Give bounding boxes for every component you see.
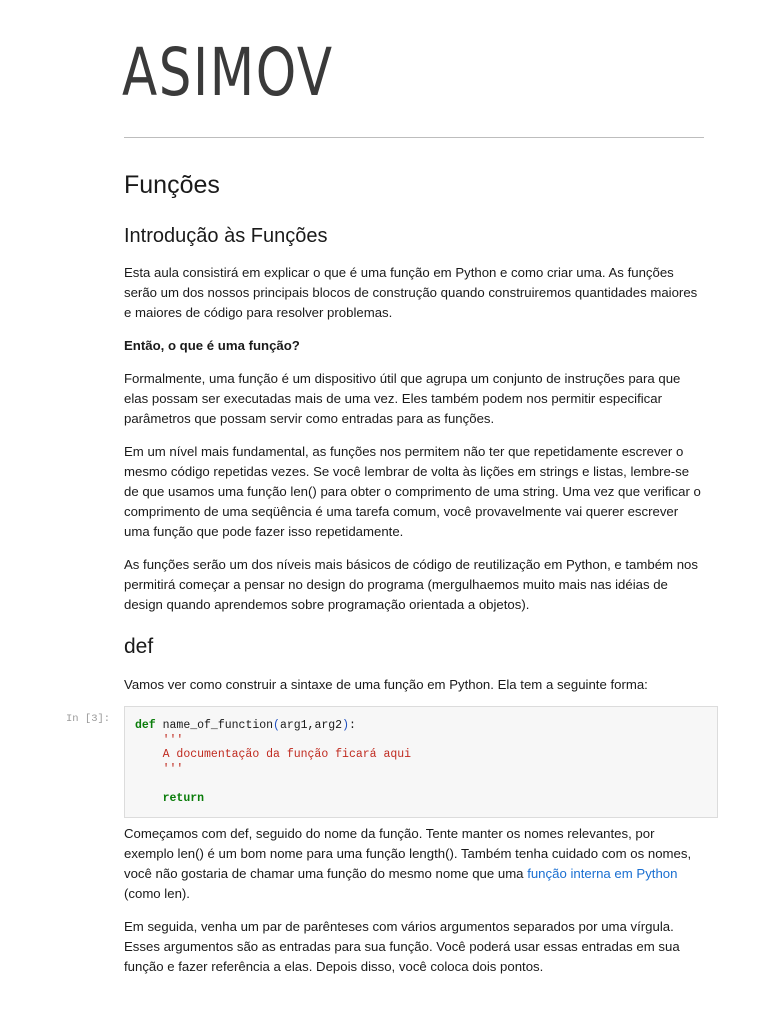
code-function-name: name_of_function: [162, 719, 274, 732]
builtin-functions-link[interactable]: função interna em Python: [527, 866, 678, 881]
paragraph-intro: Esta aula consistirá em explicar o que é uma função em Python e como criar uma. As funções serão um dos nossos principais blocos de construção quando construiremos quantidades maiores e maiores de código para resolver problemas.: [124, 265, 698, 320]
paragraph-reuse: As funções serão um dos níveis mais básicos de código de reutilização em Python, e também nos permitirá começar a pensar no design do programa (mergulhaemos muito mais nas idéias de design quando aprendemos sobre programação orientada a objetos).: [124, 557, 698, 612]
code-docstring-text: A documentação da função ficará aqui: [162, 748, 412, 761]
paragraph-fundamental: Em um nível mais fundamental, as funções nos permitem não ter que repetidamente escrever o mesmo código repetidas vezes. Se você lembrar de volta às lições em strings e listas, lembre-se de que usamos uma função len() para obter o comprimento de uma string. Uma vez que verificar o comprimento de uma seqüência é uma tarefa comum, você provavelmente vai querer escrever uma função que pode fazer isso repetidamente.: [124, 444, 701, 539]
page-title: Funções: [124, 171, 220, 199]
paragraph-arguments: Em seguida, venha um par de parênteses com vários argumentos separados por uma vírgula. Esses argumentos são as entradas para sua função. Você poderá usar essas entradas em sua função e fazer referência a elas. Depois disso, você coloca dois pontos.: [124, 919, 680, 974]
code-keyword-return: return: [162, 791, 205, 805]
code-docstring-close: ''': [162, 762, 184, 776]
asimov-logo: ASIMOV: [122, 34, 334, 111]
paragraph-naming: [124, 824, 704, 904]
naming-text-end: (como len).: [124, 886, 190, 901]
paragraph-definition: Formalmente, uma função é um dispositivo útil que agrupa um conjunto de instruções para que elas possam ser executadas mais de uma vez. Eles também podem nos permitir especificar parâmetros que possam servir como entradas para as funções.: [124, 371, 681, 426]
section-heading-def: def: [124, 635, 154, 658]
naming-text: Começamos com def, seguido do nome da função. Tente manter os nomes relevantes, por exemplo len() é um bom nome para uma função length(). Também tenha cuidado com os nomes, você não gostaria de chamar uma função do mesmo nome que uma: [124, 826, 692, 881]
code-rparen: ): [342, 719, 349, 732]
code-lparen: (: [273, 719, 280, 732]
paragraph-syntax: Vamos ver como construir a sintaxe de uma função em Python. Ela tem a seguinte forma:: [124, 677, 648, 692]
cell-prompt: In [3]:: [66, 713, 111, 725]
header-divider: [124, 137, 704, 138]
code-cell[interactable]: [124, 706, 718, 818]
code-colon: :: [348, 719, 356, 732]
section-heading-intro: Introdução às Funções: [124, 225, 328, 247]
code-content: [135, 719, 411, 806]
question-text: Então, o que é uma função?: [124, 338, 300, 353]
code-args: arg1,arg2: [279, 719, 343, 732]
code-keyword-def: def: [135, 719, 156, 732]
code-docstring-open: ''': [162, 733, 184, 747]
